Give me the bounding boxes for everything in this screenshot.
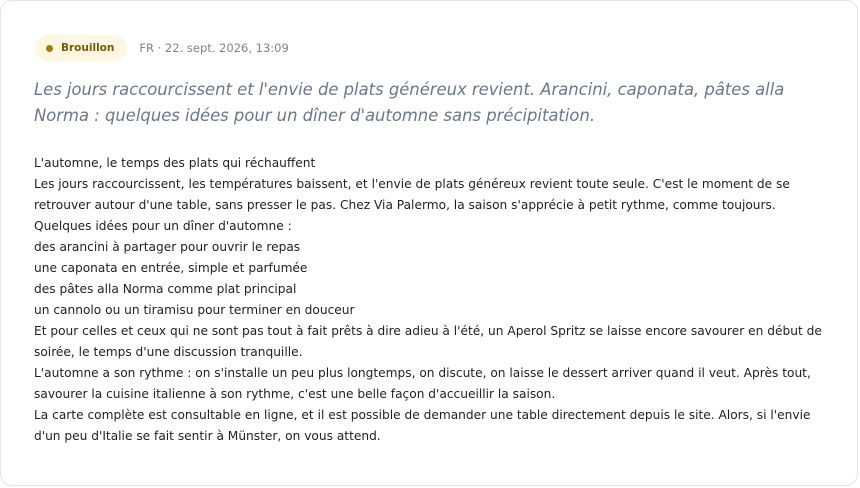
- status-dot-icon: [46, 45, 53, 52]
- list-item: une caponata en entrée, simple et parfumée: [34, 261, 308, 275]
- list-item: des pâtes alla Norma comme plat principal: [34, 282, 297, 296]
- list-item: des arancini à partager pour ouvrir le repas: [34, 240, 301, 254]
- post-excerpt: Les jours raccourcissent et l'envie de plats généreux revient. Arancini, caponata, pâtes alla Norma : quelques idées pour un dîner d'automne sans précipitation.: [34, 80, 785, 125]
- post-paragraph: Et pour celles et ceux qui ne sont pas tout à fait prêts à dire adieu à l'été, un Aperol Spritz se laisse encore savourer en début de soirée, le temps d'une discussion tranquille.: [34, 324, 822, 359]
- post-body: [34, 153, 834, 447]
- post-paragraph: La carte complète est consultable en ligne, et il est possible de demander une table directement depuis le site. Alors, si l'envie d'un peu d'Italie se fait sentir à Münster, on vous attend.: [34, 408, 811, 443]
- post-paragraph: L'automne a son rythme : on s'installe un peu plus longtemps, on discute, on laisse le dessert arriver quand il veut. Après tout, savourer la cuisine italienne à son rythme, c'est une belle façon d'accueillir la saison.: [34, 366, 811, 401]
- post-list-intro: Quelques idées pour un dîner d'automne :: [34, 219, 292, 233]
- language-date: FR · 22. sept. 2026, 13:09: [139, 41, 289, 55]
- post-heading: L'automne, le temps des plats qui réchauffent: [34, 156, 316, 170]
- post-paragraph: Les jours raccourcissent, les températures baissent, et l'envie de plats généreux revient toute seule. C'est le moment de se retrouver autour d'une table, sans presser le pas. Chez Via Palermo, la saison s'apprécie à petit rythme, comme toujours.: [34, 177, 790, 212]
- post-meta: [35, 35, 289, 61]
- status-label: Brouillon: [61, 42, 115, 54]
- list-item: un cannolo ou un tiramisu pour terminer en douceur: [34, 303, 355, 317]
- status-badge: [35, 35, 127, 61]
